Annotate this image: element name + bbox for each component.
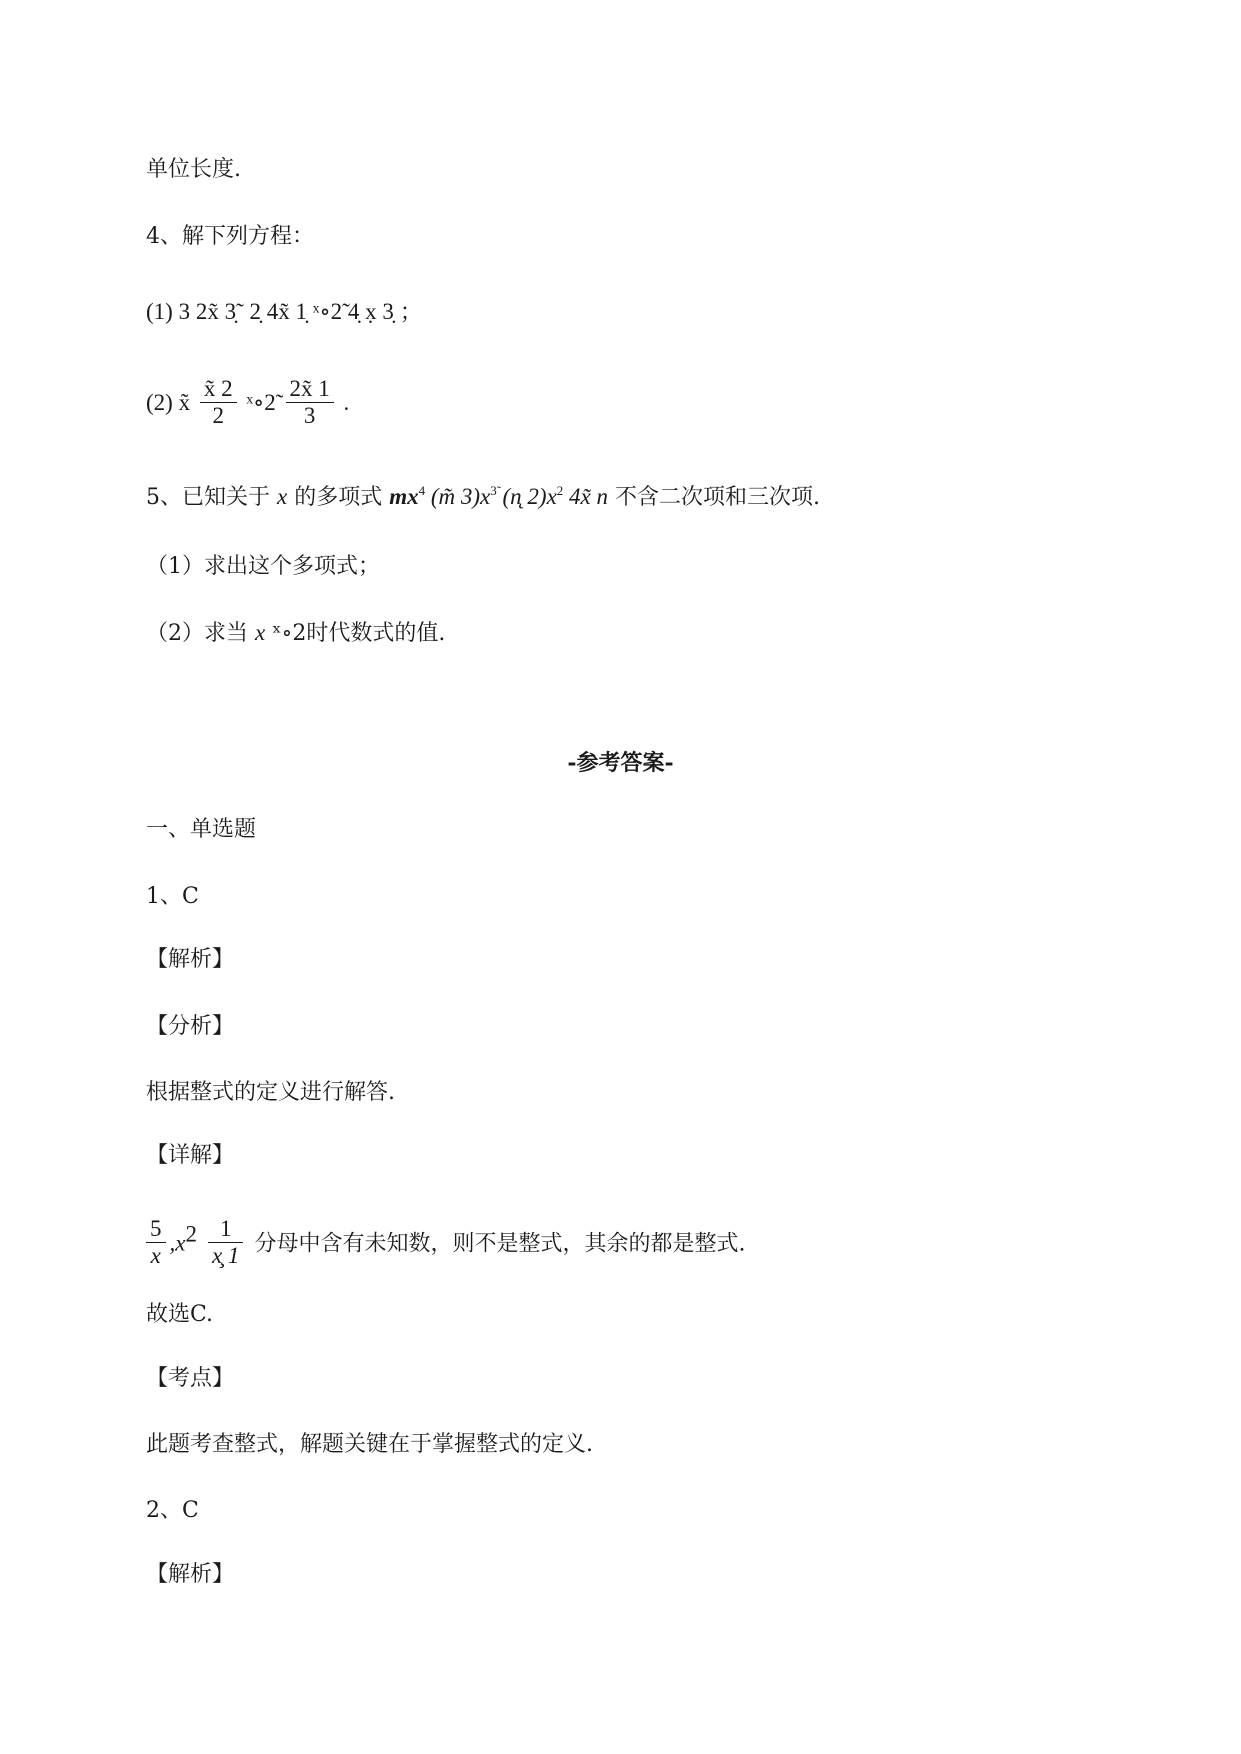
question-4-equation-2	[146, 378, 349, 431]
question-5-part-2	[146, 618, 445, 649]
analysis-heading-1: 【解析】	[146, 947, 235, 972]
q5-2-text-a: （2）求当	[146, 621, 248, 646]
question-4-equation-1: (1) 3 2x̃ 3̣˜ 2̣ 4x̃ 1̣ ˣ∘2̃ 4̣ x̣ 3̣ ；	[146, 299, 423, 324]
q5-term-4: 4x̃	[563, 484, 597, 509]
q5-text-a: 5、已知关于	[146, 485, 270, 510]
xiangjie-heading: 【详解】	[146, 1143, 235, 1168]
q5-term-mx: mx	[389, 484, 419, 509]
q5-var-n: n	[596, 484, 609, 509]
fenxi-heading: 【分析】	[146, 1014, 235, 1039]
fraction-1	[200, 376, 237, 429]
fraction-1-over-x-1	[208, 1216, 243, 1269]
q5-text-c: 不含二次项和三次项.	[615, 485, 821, 510]
fraction-2-numerator: 2x̃ 1	[286, 376, 334, 403]
answer-section-title: -参考答案-	[567, 750, 674, 776]
kaodian-text: 此题考查整式，解题关键在于掌握整式的定义.	[146, 1432, 593, 1457]
answer-1: 1、C	[146, 884, 199, 909]
fraction-5-over-x	[146, 1216, 166, 1269]
q5-2-var-x: x	[255, 620, 266, 645]
equation-2-middle: ˣ∘2̃	[246, 389, 276, 415]
fraction-2-denominator: 3	[303, 403, 316, 428]
kaodian-heading: 【考点】	[146, 1366, 235, 1391]
q5-term-2: (m̃ 3)x	[425, 484, 491, 509]
text-line-unit-length: 单位长度.	[146, 157, 241, 182]
section-single-choice: 一、单选题	[146, 817, 257, 842]
xiangjie-text: 分母中含有未知数，则不是整式，其余的都是整式.	[254, 1231, 746, 1257]
analysis-heading-2: 【解析】	[146, 1562, 235, 1587]
fraction-1-numerator: x̃ 2	[200, 376, 237, 403]
fraction-5-denominator: x	[150, 1243, 161, 1268]
question-4-title: 4、解下列方程：	[146, 224, 314, 249]
expr-x: ,x	[169, 1230, 186, 1256]
fraction-5-numerator: 5	[146, 1216, 166, 1243]
fraction-1-denominator: 2	[212, 403, 224, 428]
fraction-1-numerator: 1	[208, 1216, 243, 1243]
fenxi-text: 根据整式的定义进行解答.	[146, 1080, 395, 1105]
expr-x-exp: 2	[185, 1221, 197, 1247]
q5-2-text-b: ˣ∘2时代数式的值.	[272, 621, 446, 646]
equation-2-label: (2) x̃	[146, 389, 191, 415]
answer-2: 2、C	[146, 1498, 199, 1523]
xiangjie-expression	[146, 1218, 745, 1271]
fraction-x-1-denominator: x̧ 1	[211, 1243, 240, 1268]
fraction-2	[286, 376, 334, 429]
guxuan-text: 故选C.	[146, 1302, 214, 1327]
q5-term-3: (n̨ 2)x	[496, 484, 557, 509]
q5-exp-2: 2	[556, 483, 564, 498]
question-5	[146, 476, 820, 513]
q5-var-x: x	[277, 484, 288, 509]
q5-text-b: 的多项式	[294, 485, 383, 510]
q5-exp-4: 4	[418, 483, 426, 498]
question-5-part-1: （1）求出这个多项式；	[146, 554, 380, 579]
equation-2-end: .	[343, 389, 350, 415]
q5-exp-3: 3̃	[490, 483, 497, 498]
